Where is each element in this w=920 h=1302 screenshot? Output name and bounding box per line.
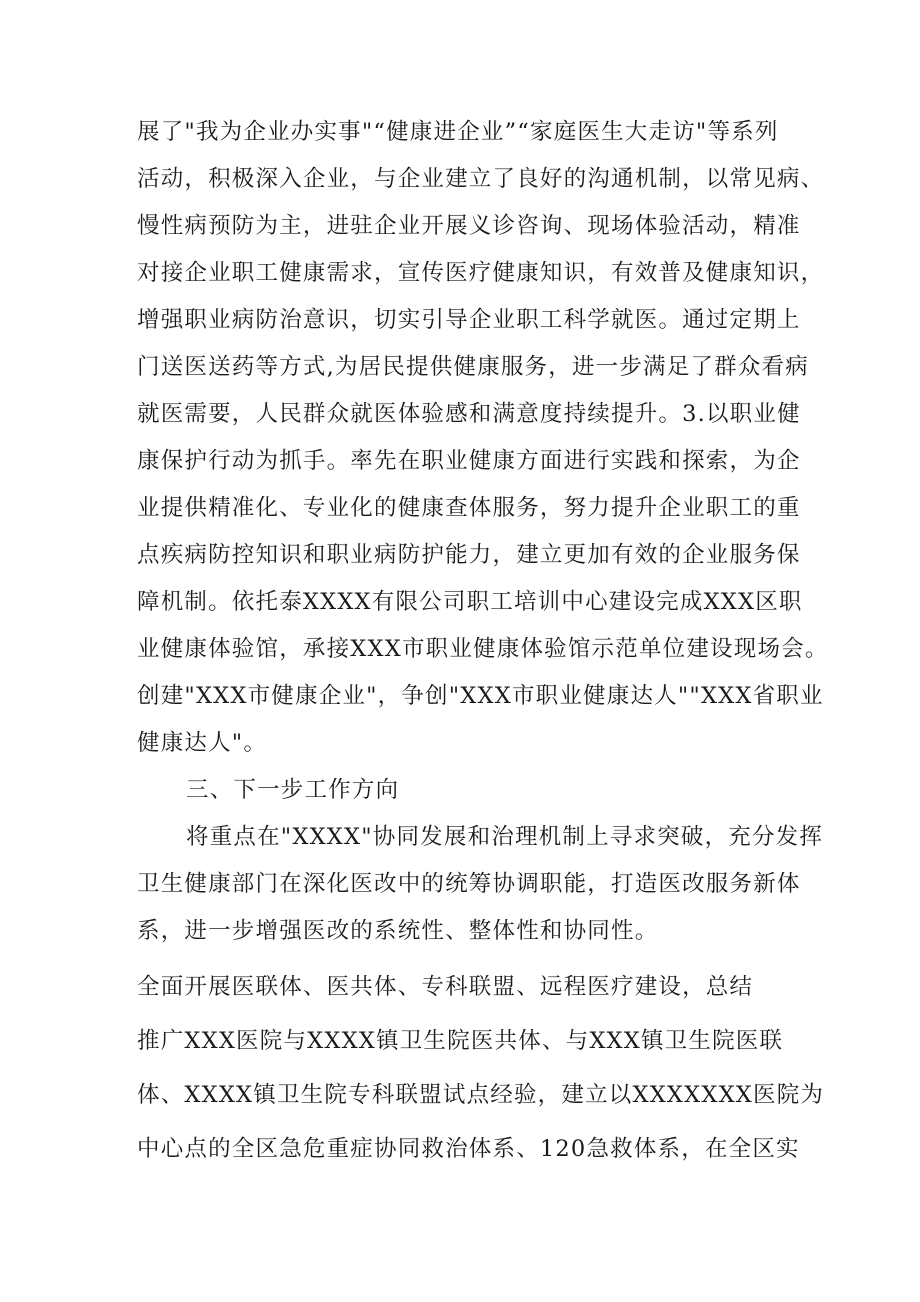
- paragraph-line: 展了"我为企业办实事"“健康进企业”“家庭医生大走访"等系列: [137, 119, 779, 145]
- paragraph-line: 中心点的全区急危重症协同救治体系、120急救体系，在全区实: [137, 1136, 800, 1162]
- paragraph-line: 健康达人"。: [137, 730, 268, 756]
- paragraph-line: 全面开展医联体、医共体、专科联盟、远程医疗建设，总结: [137, 974, 754, 1000]
- paragraph-line: 将重点在"XXXX"协同发展和治理机制上寻求突破，充分发挥: [186, 824, 824, 850]
- paragraph-line: 卫生健康部门在深化医改中的统筹协调职能，打造医改服务新体: [137, 871, 801, 897]
- paragraph-line: 业健康体验馆，承接XXX市职业健康体验馆示范单位建设现场会。: [137, 636, 829, 662]
- paragraph-line: 对接企业职工健康需求，宣传医疗健康知识，有效普及健康知识，: [137, 260, 825, 286]
- paragraph-line: 慢性病预防为主，进驻企业开展义诊咨询、现场体验活动，精准: [137, 213, 801, 239]
- paragraph-line: 门送医送药等方式,为居民提供健康服务，进一步满足了群众看病: [137, 354, 809, 380]
- section-heading: 三、下一步工作方向: [186, 777, 400, 803]
- paragraph-line: 点疾病防控知识和职业病防护能力，建立更加有效的企业服务保: [137, 542, 801, 568]
- paragraph-line: 康保护行动为抓手。率先在职业健康方面进行实践和探索，为企: [137, 448, 801, 474]
- paragraph-line: 业提供精准化、专业化的健康查体服务，努力提升企业职工的重: [137, 495, 801, 521]
- paragraph-line: 创建"XXX市健康企业"，争创"XXX市职业健康达人""XXX省职业: [137, 683, 824, 709]
- paragraph-line: 就医需要，人民群众就医体验感和满意度持续提升。3.以职业健: [137, 401, 801, 427]
- paragraph-line: 障机制。依托泰XXXX有限公司职工培训中心建设完成XXX区职: [137, 589, 803, 615]
- paragraph-line: 体、XXXX镇卫生院专科联盟试点经验，建立以XXXXXXX医院为: [137, 1082, 825, 1108]
- paragraph-line: 系，进一步增强医改的系统性、整体性和协同性。: [137, 918, 659, 944]
- paragraph-line: 增强职业病防治意识，切实引导企业职工科学就医。通过定期上: [137, 307, 801, 333]
- paragraph-line: 活动，积极深入企业，与企业建立了良好的沟通机制，以常见病、: [137, 166, 825, 192]
- paragraph-line: 推广XXX医院与XXXX镇卫生院医共体、与XXX镇卫生院医联: [137, 1028, 784, 1054]
